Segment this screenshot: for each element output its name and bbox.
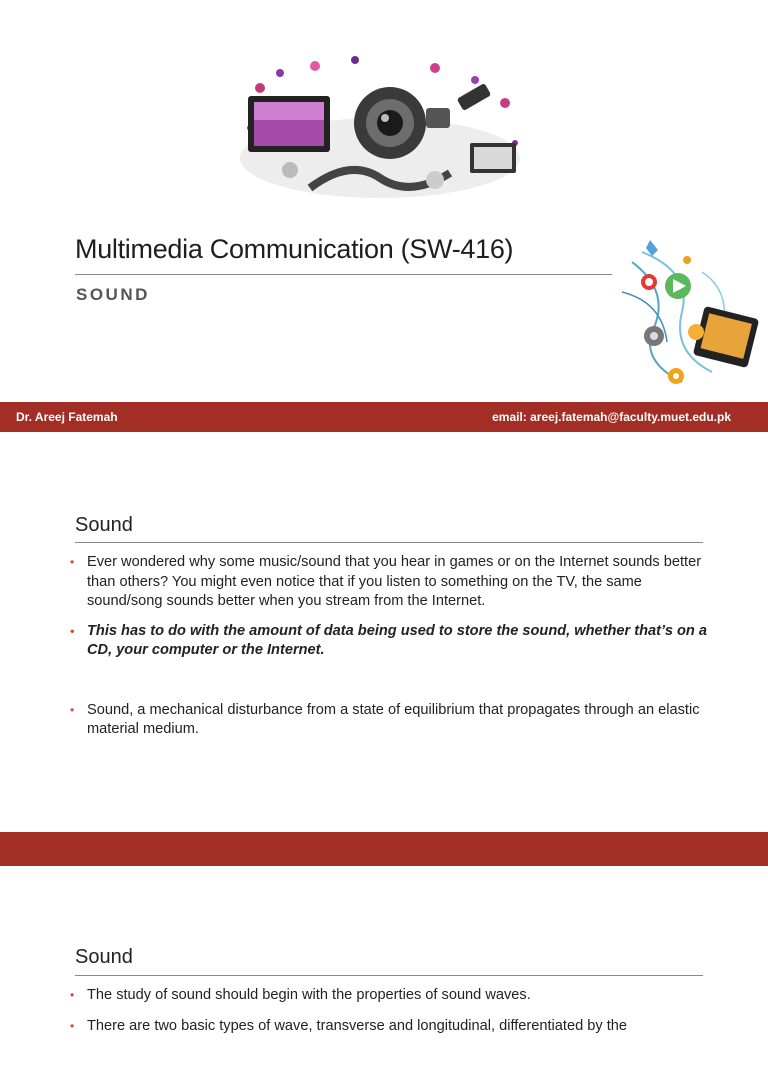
bullet-icon: • (70, 1018, 75, 1033)
media-player-decoration-image (612, 232, 762, 400)
content-slide-sound-2 (0, 866, 768, 1066)
bullet-item (70, 701, 720, 740)
slide-heading: Sound (75, 514, 133, 536)
bullet-text: There are two basic types of wave, transverse and longitudinal, differentiated by the (87, 1017, 628, 1034)
title-slide (0, 0, 768, 402)
content-slide-sound (0, 432, 768, 832)
slide-heading: Sound (75, 946, 133, 968)
bullet-text: Ever wondered why some music/sound that you hear in games or on the Internet sounds better than others? You might even notice that if you listen to something on the TV, the same sound/song sounds better when you stream from the Internet. (87, 554, 702, 609)
presentation-title: Multimedia Communication (SW-416) (75, 234, 514, 264)
footer-email: email: areej.fatemah@faculty.muet.edu.pk (492, 410, 731, 424)
bullet-list (70, 986, 720, 1036)
bullet-list (70, 553, 720, 740)
bullet-icon: • (70, 702, 75, 717)
slide-separator-band (0, 832, 768, 866)
bullet-icon: • (70, 555, 75, 569)
title-divider (75, 274, 612, 275)
bullet-icon: • (70, 623, 75, 638)
heading-divider (75, 542, 703, 543)
presentation-subtitle: SOUND (76, 285, 150, 304)
multimedia-collage-image (230, 48, 530, 206)
footer-band (0, 402, 768, 432)
footer-author: Dr. Areej Fatemah (16, 410, 118, 424)
bullet-item (70, 553, 720, 612)
heading-divider (75, 975, 703, 976)
bullet-item (70, 622, 720, 661)
bullet-icon: • (70, 988, 75, 1002)
bullet-text: Sound, a mechanical disturbance from a state of equilibrium that propagates through an elastic material medium. (87, 701, 700, 737)
bullet-item (70, 986, 720, 1006)
bullet-item (70, 1017, 720, 1037)
bullet-text: The study of sound should begin with the properties of sound waves. (87, 987, 531, 1003)
bullet-text: This has to do with the amount of data being used to store the sound, whether that’s on a CD, your computer or the Internet. (87, 622, 707, 658)
